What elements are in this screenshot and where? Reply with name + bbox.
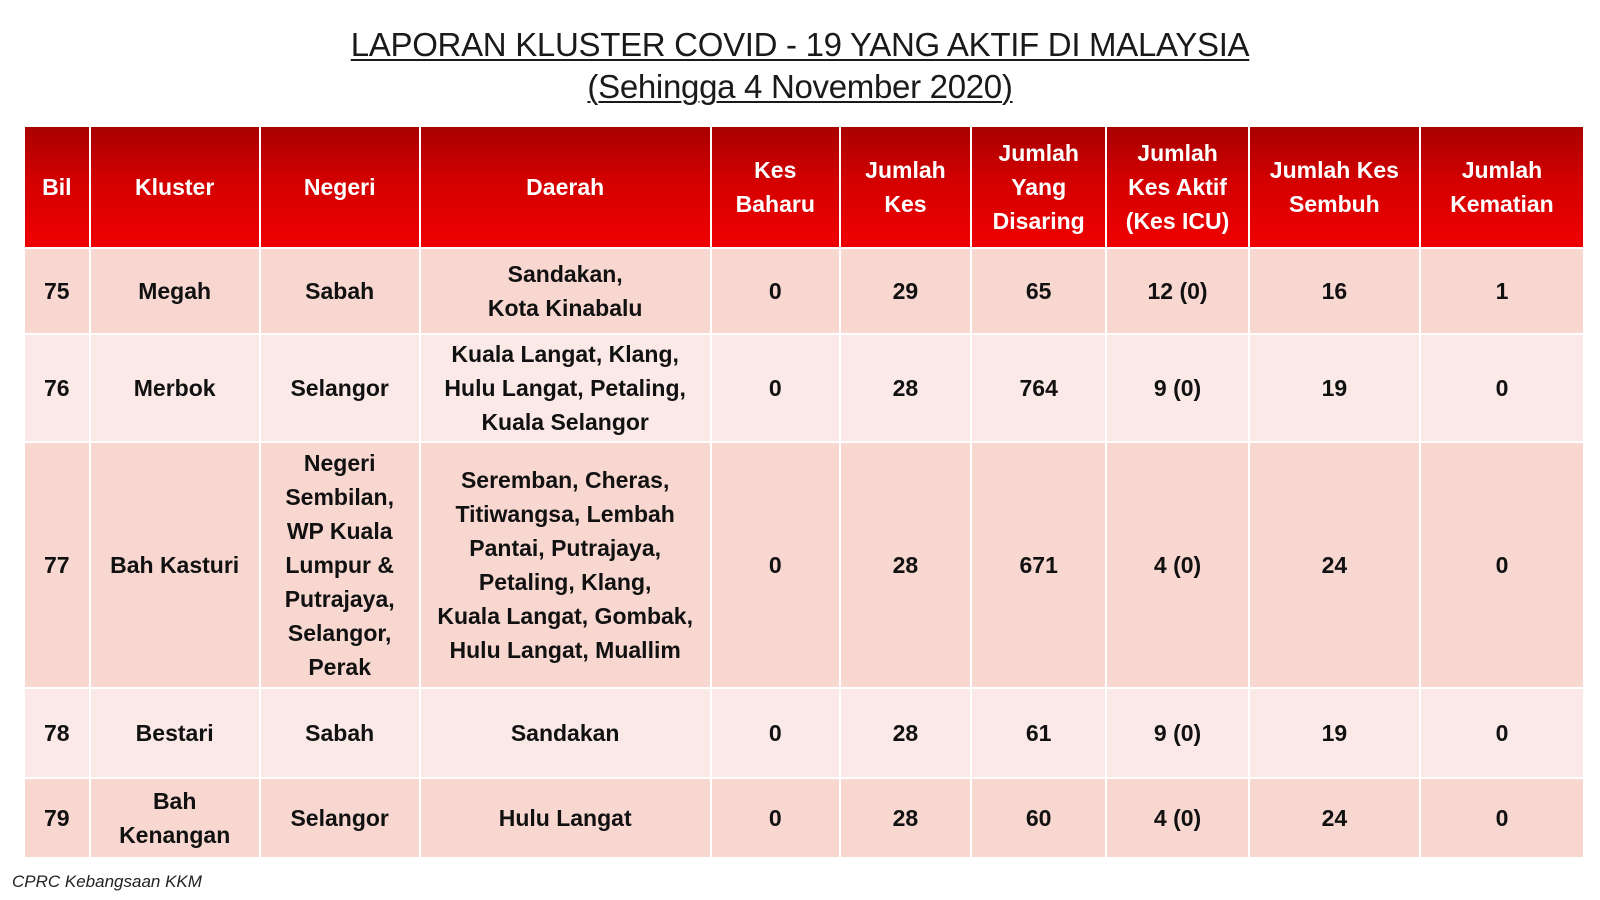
cell-jumlah-kematian: 0 — [1420, 334, 1584, 442]
cell-jumlah-kes-aktif: 9 (0) — [1106, 688, 1248, 778]
cell-negeri: Selangor — [260, 778, 420, 858]
cell-jumlah-kes: 28 — [840, 778, 971, 858]
cell-jumlah-kematian: 0 — [1420, 688, 1584, 778]
cell-jumlah-disaring: 65 — [971, 248, 1106, 334]
column-header-daerah: Daerah — [420, 126, 711, 248]
cell-jumlah-disaring: 60 — [971, 778, 1106, 858]
cell-jumlah-kematian: 1 — [1420, 248, 1584, 334]
cell-jumlah-kes-aktif: 4 (0) — [1106, 778, 1248, 858]
cell-jumlah-kes-aktif: 4 (0) — [1106, 442, 1248, 688]
cell-jumlah-kes: 28 — [840, 688, 971, 778]
cell-negeri: Selangor — [260, 334, 420, 442]
column-header-jumlah-kes-sembuh: Jumlah Kes Sembuh — [1249, 126, 1420, 248]
column-header-negeri: Negeri — [260, 126, 420, 248]
cell-daerah: Hulu Langat — [420, 778, 711, 858]
column-header-kluster: Kluster — [90, 126, 260, 248]
cell-negeri: Sabah — [260, 248, 420, 334]
cell-jumlah-disaring: 671 — [971, 442, 1106, 688]
table-row — [24, 334, 1584, 442]
column-header-jumlah-kes-aktif: Jumlah Kes Aktif (Kes ICU) — [1106, 126, 1248, 248]
cluster-table — [23, 125, 1585, 859]
cell-daerah: Seremban, Cheras, Titiwangsa, Lembah Pantai, Putrajaya, Petaling, Klang, Kuala Langat, Gombak, Hulu Langat, Muallim — [420, 442, 711, 688]
page-subtitle-date: (Sehingga 4 November 2020) — [587, 68, 1013, 105]
column-header-jumlah-kes: Jumlah Kes — [840, 126, 971, 248]
cell-kluster: Merbok — [90, 334, 260, 442]
cell-kes-baharu: 0 — [711, 442, 840, 688]
table-row — [24, 442, 1584, 688]
cell-jumlah-kes-sembuh: 24 — [1249, 778, 1420, 858]
cell-kluster: Megah — [90, 248, 260, 334]
cell-jumlah-kes-sembuh: 19 — [1249, 334, 1420, 442]
cell-jumlah-kes: 29 — [840, 248, 971, 334]
cell-kes-baharu: 0 — [711, 334, 840, 442]
cell-bil: 76 — [24, 334, 90, 442]
cell-bil: 78 — [24, 688, 90, 778]
cell-daerah: Sandakan — [420, 688, 711, 778]
table-header-row — [24, 126, 1584, 248]
cell-negeri: Negeri Sembilan, WP Kuala Lumpur & Putrajaya, Selangor, Perak — [260, 442, 420, 688]
cell-kes-baharu: 0 — [711, 778, 840, 858]
column-header-jumlah-kematian: Jumlah Kematian — [1420, 126, 1584, 248]
cell-bil: 77 — [24, 442, 90, 688]
cell-jumlah-kes: 28 — [840, 334, 971, 442]
title-block — [0, 24, 1600, 108]
table-row — [24, 688, 1584, 778]
cell-jumlah-kematian: 0 — [1420, 442, 1584, 688]
cell-jumlah-disaring: 764 — [971, 334, 1106, 442]
page-title: LAPORAN KLUSTER COVID - 19 YANG AKTIF DI MALAYSIA — [350, 26, 1250, 63]
cell-kluster: Bah Kasturi — [90, 442, 260, 688]
cell-jumlah-kes: 28 — [840, 442, 971, 688]
cell-jumlah-kematian: 0 — [1420, 778, 1584, 858]
cell-jumlah-kes-sembuh: 19 — [1249, 688, 1420, 778]
cell-jumlah-kes-sembuh: 24 — [1249, 442, 1420, 688]
table-row — [24, 248, 1584, 334]
table-row — [24, 778, 1584, 858]
column-header-bil: Bil — [24, 126, 90, 248]
cell-kes-baharu: 0 — [711, 248, 840, 334]
column-header-jumlah-disaring: Jumlah Yang Disaring — [971, 126, 1106, 248]
cell-negeri: Sabah — [260, 688, 420, 778]
column-header-kes-baharu: Kes Baharu — [711, 126, 840, 248]
cell-kluster: Bah Kenangan — [90, 778, 260, 858]
cell-jumlah-kes-aktif: 9 (0) — [1106, 334, 1248, 442]
cell-jumlah-kes-aktif: 12 (0) — [1106, 248, 1248, 334]
cell-jumlah-disaring: 61 — [971, 688, 1106, 778]
cell-bil: 79 — [24, 778, 90, 858]
cell-jumlah-kes-sembuh: 16 — [1249, 248, 1420, 334]
cell-bil: 75 — [24, 248, 90, 334]
cell-kluster: Bestari — [90, 688, 260, 778]
cell-daerah: Sandakan, Kota Kinabalu — [420, 248, 711, 334]
cell-kes-baharu: 0 — [711, 688, 840, 778]
source-note: CPRC Kebangsaan KKM — [12, 872, 202, 891]
cell-daerah: Kuala Langat, Klang, Hulu Langat, Petaling, Kuala Selangor — [420, 334, 711, 442]
